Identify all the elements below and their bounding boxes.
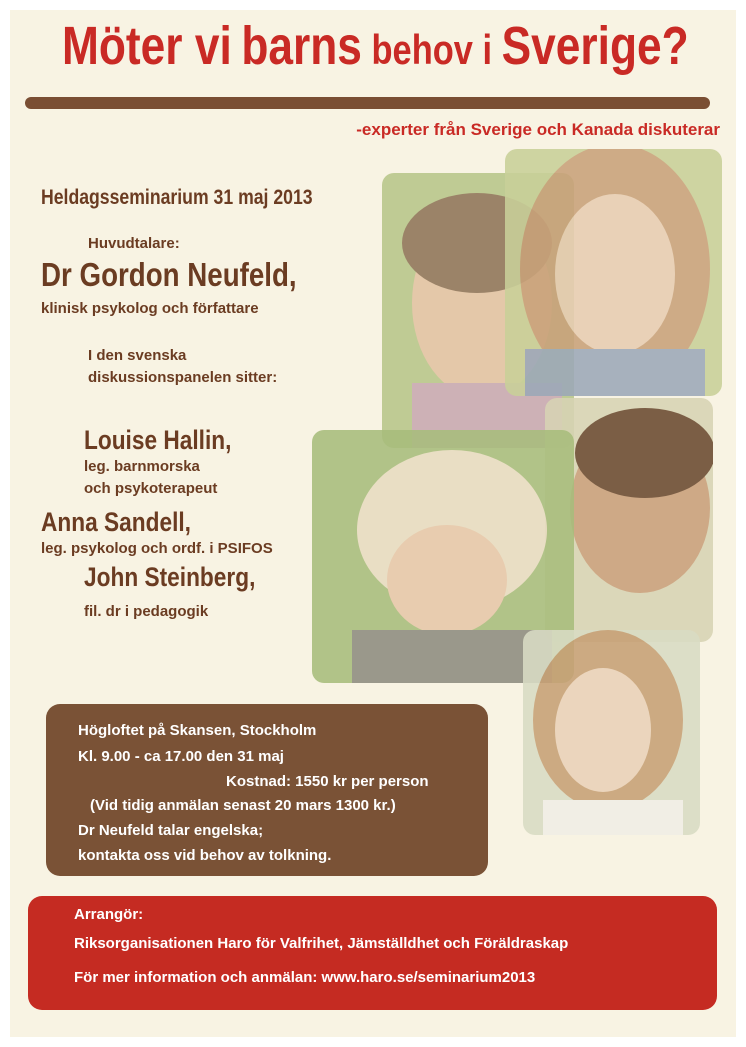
detail-time: Kl. 9.00 - ca 17.00 den 31 maj <box>78 748 284 765</box>
panel-intro-line-1: I den svenska <box>88 347 187 364</box>
detail-venue: Högloftet på Skansen, Stockholm <box>78 722 317 739</box>
organizer-box <box>28 896 717 1010</box>
organizer-name: Riksorganisationen Haro för Valfrihet, Jämställdhet och Föräldraskap <box>74 935 569 952</box>
panelist-role: fil. dr i pedagogik <box>84 603 209 620</box>
detail-language: Dr Neufeld talar engelska; <box>78 822 264 839</box>
detail-interpretation: kontakta oss vid behov av tolkning. <box>78 847 332 864</box>
detail-early-price: (Vid tidig anmälan senast 20 mars 1300 kr.) <box>90 797 396 814</box>
photo-girl-top <box>505 149 722 396</box>
details-box <box>46 704 488 876</box>
event-line: Heldagsseminarium 31 maj 2013 <box>41 186 313 209</box>
panelist-name: John Steinberg, <box>84 562 256 592</box>
title-word-1: Möter vi <box>62 16 232 76</box>
detail-cost: Kostnad: 1550 kr per person <box>226 773 429 790</box>
panelist-role: leg. barnmorska <box>84 458 200 475</box>
keynote-label: Huvudtalare: <box>88 235 180 252</box>
title-word-4: Sverige? <box>501 16 689 76</box>
page-title <box>62 16 689 76</box>
title-underline <box>25 97 710 109</box>
keynote-name: Dr Gordon Neufeld, <box>41 256 297 293</box>
subtitle: -experter från Sverige och Kanada diskuterar <box>356 120 720 139</box>
panelist-name: Anna Sandell, <box>41 507 191 537</box>
photo-girl-glasses <box>523 630 700 835</box>
title-word-3: behov i <box>371 26 493 73</box>
panelist-name: Louise Hallin, <box>84 425 232 455</box>
panel-intro-line-2: diskussionspanelen sitter: <box>88 369 278 386</box>
organizer-info-link[interactable]: För mer information och anmälan: www.haro.se/seminarium2013 <box>74 969 536 986</box>
panelist-role: och psykoterapeut <box>84 480 218 497</box>
organizer-label: Arrangör: <box>74 906 144 923</box>
keynote-role: klinisk psykolog och författare <box>41 300 259 317</box>
title-word-2: barns <box>241 16 362 76</box>
panelist-role: leg. psykolog och ordf. i PSIFOS <box>41 540 273 557</box>
